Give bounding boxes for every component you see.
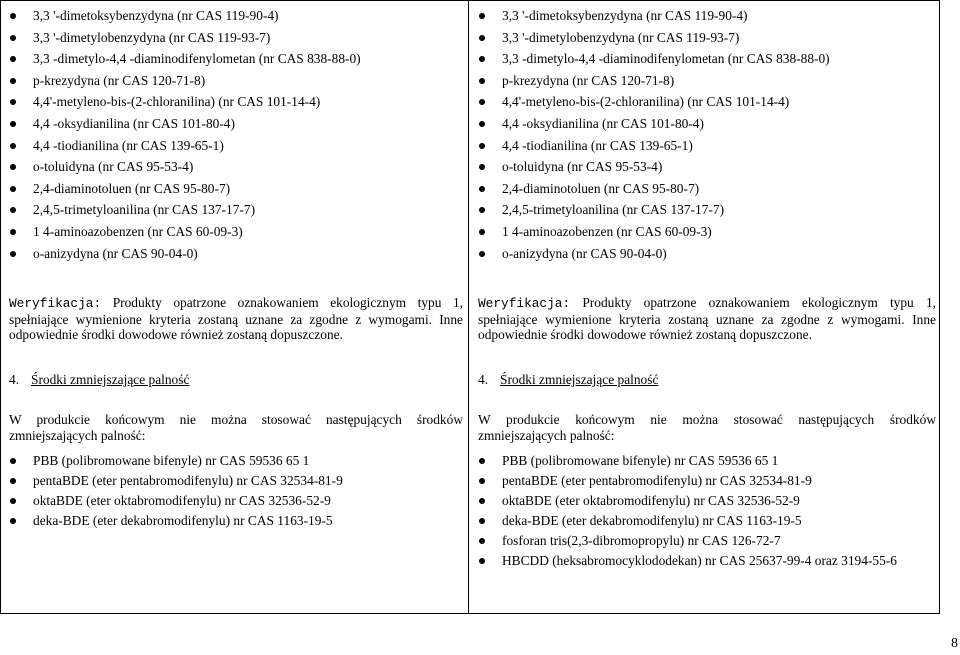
list-item	[0, 451, 460, 471]
list-item	[0, 491, 460, 511]
bullet-icon	[10, 458, 16, 464]
list-item	[469, 91, 940, 113]
intro-text: W produkcie końcowym nie można stosować następujących środków zmniejszających palność:	[9, 412, 463, 443]
bullet-icon	[479, 99, 485, 105]
list-item	[469, 221, 940, 243]
list-item-text: o-toluidyna (nr CAS 95-53-4)	[33, 159, 194, 175]
list-item	[469, 551, 931, 571]
bullet-icon	[10, 186, 16, 192]
bullet-icon	[10, 99, 16, 105]
list-item-text: o-toluidyna (nr CAS 95-53-4)	[502, 159, 663, 175]
list-item-text: 2,4,5-trimetyloanilina (nr CAS 137-17-7)	[33, 202, 256, 218]
verification-label: Weryfikacja:	[478, 296, 571, 311]
list-item-text: pentaBDE (eter pentabromodifenylu) nr CAS 32534-81-9	[502, 473, 812, 488]
verification-text: Produkty opatrzone oznakowaniem ekologicznym typu 1, spełniające wymienione kryteria zostaną uznane za zgodne z wymogami. Inne odpowiednie środki dowodowe również zostaną dopuszczone.	[478, 295, 936, 342]
bullet-icon	[10, 13, 16, 19]
list-item-text: pentaBDE (eter pentabromodifenylu) nr CAS 32534-81-9	[33, 473, 343, 488]
list-item-text: deka-BDE (eter dekabromodifenylu) nr CAS 1163-19-5	[33, 513, 333, 528]
bullet-icon	[10, 518, 16, 524]
list-item-text: 1 4-aminoazobenzen (nr CAS 60-09-3)	[33, 223, 243, 239]
list-item	[469, 178, 940, 200]
bullet-icon	[479, 458, 485, 464]
list-item	[469, 5, 940, 27]
bullet-icon	[10, 35, 16, 41]
list-item	[0, 471, 460, 491]
list-item-text: 4,4 -tiodianilina (nr CAS 139-65-1)	[33, 137, 224, 153]
list-item-text: 3,3 '-dimetylobenzydyna (nr CAS 119-93-7)	[502, 29, 740, 45]
list-item	[0, 156, 468, 178]
list-item	[469, 511, 931, 531]
section-title: Środki zmniejszające palność	[31, 372, 190, 387]
list-item-text: 4,4 -tiodianilina (nr CAS 139-65-1)	[502, 137, 693, 153]
bullet-icon	[10, 498, 16, 504]
list-item	[469, 113, 940, 135]
bullet-icon	[479, 56, 485, 62]
bullet-icon	[479, 143, 485, 149]
chemical-list-right	[469, 5, 940, 264]
list-item	[0, 199, 468, 221]
bullet-icon	[10, 207, 16, 213]
bullet-icon	[479, 13, 485, 19]
intro-text: W produkcie końcowym nie można stosować następujących środków zmniejszających palność:	[478, 412, 936, 443]
list-item	[0, 5, 468, 27]
bullet-icon	[10, 229, 16, 235]
list-item	[469, 243, 940, 265]
list-item-text: o-anizydyna (nr CAS 90-04-0)	[502, 245, 667, 261]
list-item-text: 4,4 -oksydianilina (nr CAS 101-80-4)	[502, 115, 704, 131]
list-item-text: 3,3 '-dimetylobenzydyna (nr CAS 119-93-7)	[33, 29, 271, 45]
list-item	[0, 135, 468, 157]
bullet-icon	[479, 538, 485, 544]
list-item-text: p-krezydyna (nr CAS 120-71-8)	[33, 72, 206, 88]
bullet-icon	[479, 121, 485, 127]
bullet-icon	[479, 251, 485, 257]
list-item-text: p-krezydyna (nr CAS 120-71-8)	[502, 72, 675, 88]
section-heading-right	[478, 372, 658, 388]
list-item-text: 2,4,5-trimetyloanilina (nr CAS 137-17-7)	[502, 202, 725, 218]
bullet-icon	[479, 558, 485, 564]
list-item-text: HBCDD (heksabromocyklododekan) nr CAS 25637-99-4 oraz 3194-55-6	[502, 553, 897, 568]
bullet-icon	[10, 78, 16, 84]
list-item	[469, 471, 931, 491]
bullet-icon	[479, 229, 485, 235]
list-item	[469, 135, 940, 157]
list-item	[469, 48, 940, 70]
list-item-text: 3,3 '-dimetoksybenzydyna (nr CAS 119-90-4)	[33, 8, 279, 23]
list-item-text: oktaBDE (eter oktabromodifenylu) nr CAS 32536-52-9	[33, 493, 331, 508]
list-item-text: 4,4'-metyleno-bis-(2-chloranilina) (nr CAS 101-14-4)	[502, 94, 790, 110]
list-item-text: 2,4-diaminotoluen (nr CAS 95-80-7)	[33, 180, 231, 196]
bullet-icon	[479, 35, 485, 41]
list-item-text: 3,3 -dimetylo-4,4 -diaminodifenylometan (nr CAS 838-88-0)	[502, 51, 830, 67]
flame-retardant-list-left	[0, 451, 460, 531]
list-item	[469, 156, 940, 178]
section-number: 4.	[478, 372, 489, 387]
section-heading-left	[9, 372, 189, 388]
bullet-icon	[479, 186, 485, 192]
list-item	[469, 27, 940, 49]
section-title: Środki zmniejszające palność	[500, 372, 659, 387]
section-number: 4.	[9, 372, 20, 387]
list-item-text: o-anizydyna (nr CAS 90-04-0)	[33, 245, 198, 261]
list-item	[469, 199, 940, 221]
intro-paragraph-left	[9, 412, 463, 443]
verification-paragraph-right	[478, 295, 936, 343]
list-item	[0, 91, 468, 113]
verification-text: Produkty opatrzone oznakowaniem ekologicznym typu 1, spełniające wymienione kryteria zostaną uznane za zgodne z wymogami. Inne odpowiednie środki dowodowe również zostaną dopuszczone.	[9, 295, 463, 342]
list-item-text: fosforan tris(2,3-dibromopropylu) nr CAS 126-72-7	[502, 533, 781, 548]
list-item	[0, 48, 468, 70]
bullet-icon	[479, 78, 485, 84]
list-item	[0, 178, 468, 200]
bullet-icon	[10, 164, 16, 170]
chemical-list-left	[0, 5, 468, 264]
list-item	[0, 27, 468, 49]
list-item-text: 4,4'-metyleno-bis-(2-chloranilina) (nr CAS 101-14-4)	[33, 94, 321, 110]
list-item-text: 2,4-diaminotoluen (nr CAS 95-80-7)	[502, 180, 700, 196]
bullet-icon	[479, 518, 485, 524]
bullet-icon	[10, 56, 16, 62]
verification-label: Weryfikacja:	[9, 296, 102, 311]
bullet-icon	[10, 143, 16, 149]
list-item	[469, 451, 931, 471]
list-item	[0, 113, 468, 135]
list-item	[469, 491, 931, 511]
list-item	[0, 221, 468, 243]
list-item	[469, 70, 940, 92]
verification-paragraph-left	[9, 295, 463, 343]
list-item	[469, 531, 931, 551]
list-item-text: oktaBDE (eter oktabromodifenylu) nr CAS 32536-52-9	[502, 493, 800, 508]
bullet-icon	[10, 478, 16, 484]
list-item-text: PBB (polibromowane bifenyle) nr CAS 59536 65 1	[33, 453, 310, 468]
list-item-text: 4,4 -oksydianilina (nr CAS 101-80-4)	[33, 115, 235, 131]
bullet-icon	[479, 164, 485, 170]
bullet-icon	[10, 251, 16, 257]
page-number: 8	[951, 636, 958, 651]
list-item-text: deka-BDE (eter dekabromodifenylu) nr CAS 1163-19-5	[502, 513, 802, 528]
flame-retardant-list-right	[469, 451, 931, 571]
list-item-text: 1 4-aminoazobenzen (nr CAS 60-09-3)	[502, 223, 712, 239]
bullet-icon	[10, 121, 16, 127]
list-item-text: PBB (polibromowane bifenyle) nr CAS 59536 65 1	[502, 453, 779, 468]
bullet-icon	[479, 498, 485, 504]
list-item-text: 3,3 -dimetylo-4,4 -diaminodifenylometan (nr CAS 838-88-0)	[33, 51, 361, 67]
list-item	[0, 511, 460, 531]
list-item-text: 3,3 '-dimetoksybenzydyna (nr CAS 119-90-4)	[502, 8, 748, 23]
bullet-icon	[479, 478, 485, 484]
list-item	[0, 243, 468, 265]
list-item	[0, 70, 468, 92]
bullet-icon	[479, 207, 485, 213]
intro-paragraph-right	[478, 412, 936, 443]
